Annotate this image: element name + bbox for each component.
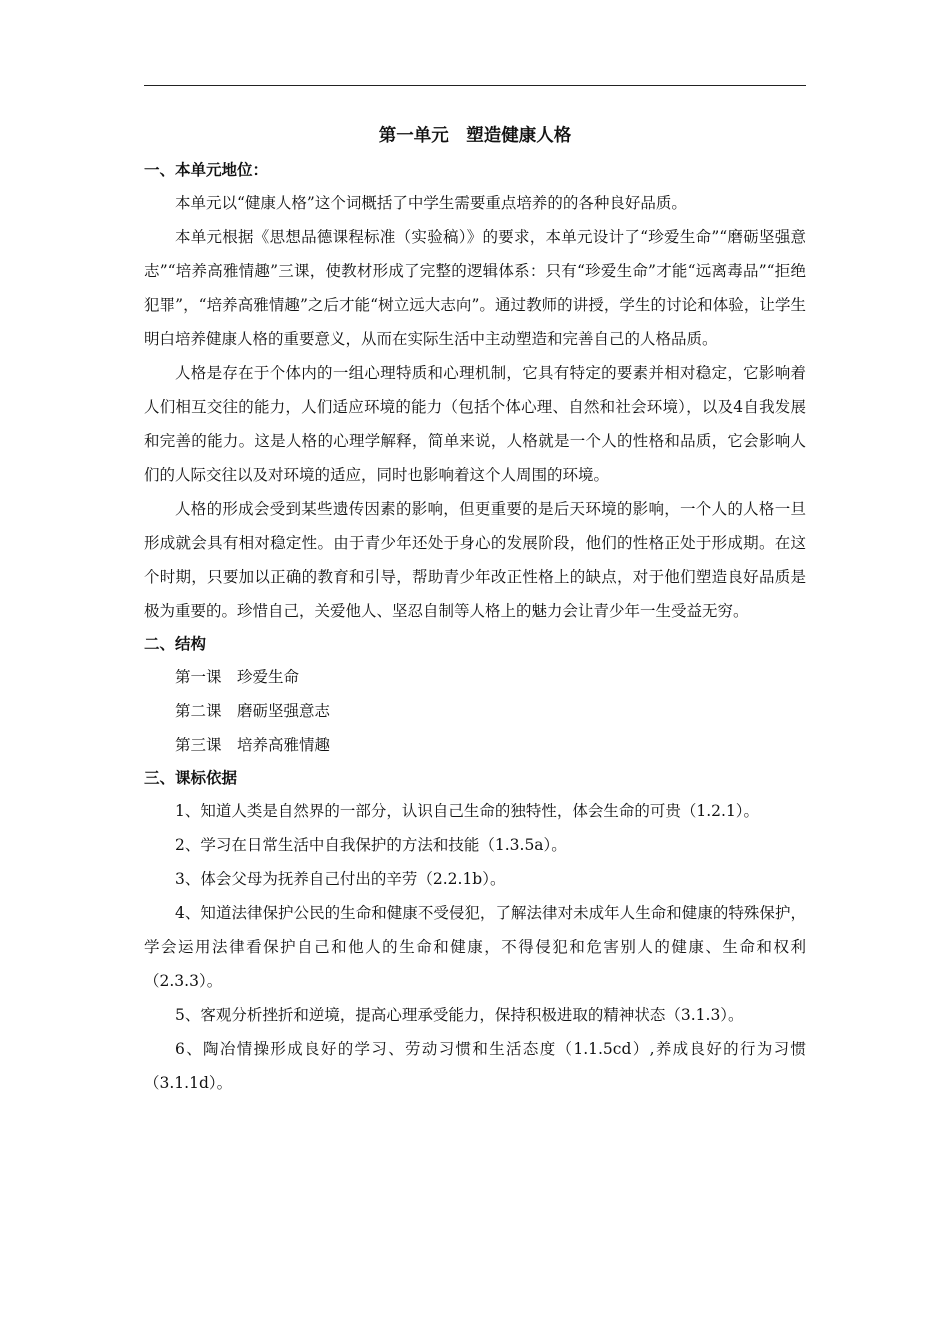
- section-heading: 一、本单元地位：: [144, 161, 269, 179]
- section-curriculum-basis: [144, 762, 806, 1100]
- document-body: [144, 120, 806, 1100]
- lesson-item: 第一课 珍爱生命: [175, 668, 300, 686]
- page-title: 第一单元 塑造健康人格: [378, 126, 572, 146]
- list-item: 1、知道人类是自然界的一部分，认识自己生命的独特性，体会生命的可贵（1.2.1）。: [175, 802, 760, 820]
- section-structure: [144, 628, 806, 762]
- header-rule: [144, 85, 806, 86]
- lesson-item: 第二课 磨砺坚强意志: [175, 702, 331, 720]
- paragraph: 本单元以“健康人格”这个词概括了中学生需要重点培养的的各种良好品质。: [175, 194, 687, 212]
- list-item: 3、体会父母为抚养自己付出的辛劳（2.2.1b）。: [175, 870, 506, 888]
- lesson-item: 第三课 培养高雅情趣: [175, 736, 331, 754]
- list-item: 2、学习在日常生活中自我保护的方法和技能（1.3.5a）。: [175, 836, 567, 854]
- paragraph: 人格的形成会受到某些遗传因素的影响，但更重要的是后天环境的影响，一个人的人格一旦形成就会具有相对稳定性。由于青少年还处于身心的发展阶段，他们的性格正处于形成期。在这个时期，只要加以正确的教育和引导，帮助青少年改正性格上的缺点，对于他们塑造良好品质是极为重要的。珍惜自己，关爱他人、坚忍自制等人格上的魅力会让青少年一生受益无穷。: [144, 500, 806, 620]
- list-item: 4、知道法律保护公民的生命和健康不受侵犯，了解法律对未成年人生命和健康的特殊保护，学会运用法律看保护自己和他人的生命和健康，不得侵犯和危害别人的健康、生命和权利（2.3.3）。: [144, 904, 806, 990]
- section-heading: 三、课标依据: [144, 769, 238, 787]
- section-heading: 二、结构: [144, 635, 207, 653]
- list-item: 5、客观分析挫折和逆境，提高心理承受能力，保持积极进取的精神状态（3.1.3）。: [175, 1006, 744, 1024]
- list-item: 6、陶冶情操形成良好的学习、劳动习惯和生活态度（1.1.5cd）,养成良好的行为习惯（3.1.1d）。: [144, 1040, 806, 1092]
- paragraph: 本单元根据《思想品德课程标准（实验稿）》的要求，本单元设计了“珍爱生命”“磨砺坚强意志”“培养高雅情趣”三课，使教材形成了完整的逻辑体系：只有“珍爱生命”才能“远离毒品”“拒绝犯罪”，“培养高雅情趣”之后才能“树立远大志向”。通过教师的讲授，学生的讨论和体验，让学生明白培养健康人格的重要意义，从而在实际生活中主动塑造和完善自己的人格品质。: [144, 228, 806, 348]
- section-unit-position: [144, 154, 806, 628]
- paragraph: 人格是存在于个体内的一组心理特质和心理机制，它具有特定的要素并相对稳定，它影响着人们相互交往的能力，人们适应环境的能力（包括个体心理、自然和社会环境），以及4自我发展和完善的能力。这是人格的心理学解释，简单来说，人格就是一个人的性格和品质，它会影响人们的人际交往以及对环境的适应，同时也影响着这个人周围的环境。: [144, 364, 806, 484]
